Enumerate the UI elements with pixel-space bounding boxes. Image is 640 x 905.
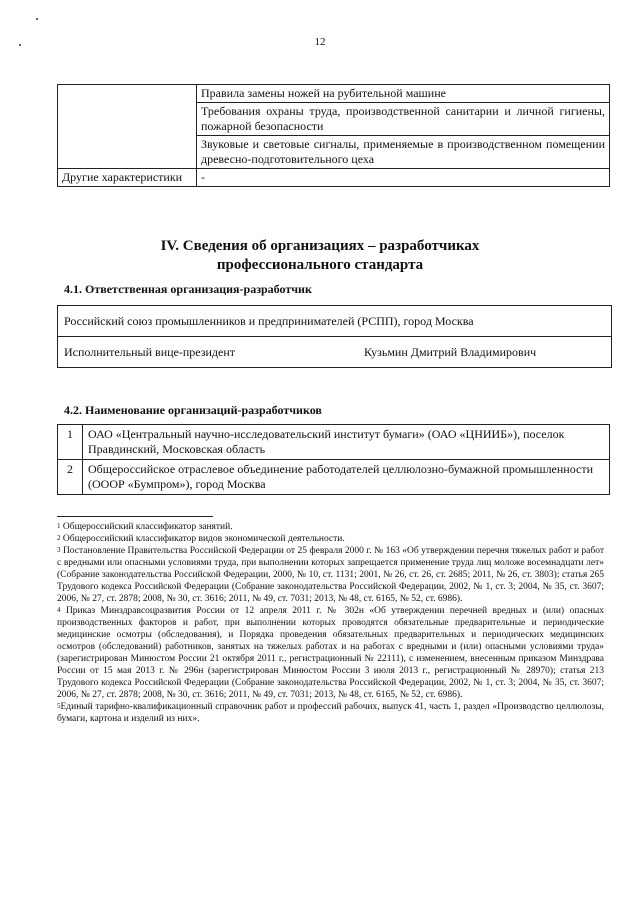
developers-table <box>57 424 610 495</box>
characteristics-table <box>57 84 610 187</box>
footnote-mark: 5 <box>57 702 61 710</box>
org-name: Общероссийское отраслевое объединение работодателей целлюлозно-бумажной промышленности (ОООР «Бумпром»), город Москва <box>83 460 610 495</box>
footnote-text: Общероссийский классификатор занятий. <box>60 522 233 532</box>
table-cell-empty <box>58 85 197 169</box>
footnote-mark: 4 <box>57 606 61 614</box>
responsible-heading: 4.1. Ответственная организация-разработчик <box>64 282 312 296</box>
footnotes <box>57 521 604 725</box>
signatory-name: Кузьмин Дмитрий Владимирович <box>364 345 537 359</box>
table-row <box>58 85 610 103</box>
table-cell: Звуковые и световые сигналы, применяемые в производственном помещении древесно-подготовительного цеха <box>197 136 610 169</box>
footnote-mark: 2 <box>57 534 61 542</box>
footnote-separator <box>57 516 213 517</box>
developers-heading: 4.2. Наименование организаций-разработчиков <box>64 403 322 417</box>
table-row <box>58 169 610 187</box>
org-name: ОАО «Центральный научно-исследовательский институт бумаги» (ОАО «ЦНИИБ»), поселок Правдинский, Московская область <box>83 425 610 460</box>
table-cell: Правила замены ножей на рубительной машине <box>197 85 610 103</box>
table-cell: - <box>197 169 610 187</box>
footnote-text: Единый тарифно-квалификационный справочник работ и профессий рабочих, выпуск 41, часть 1, раздел «Производство целлюлозы, бумаги, картона и изделий из них». <box>57 702 604 724</box>
footnote <box>57 545 604 605</box>
section-title-line: профессионального стандарта <box>216 257 424 273</box>
table-row <box>58 425 610 460</box>
footnote <box>57 521 604 533</box>
table-cell: Требования охраны труда, производственной санитарии и личной гигиены, пожарной безопасности <box>197 103 610 136</box>
table-cell-label: Другие характеристики <box>58 169 197 187</box>
scan-speck <box>36 18 38 20</box>
responsible-signatory-row <box>58 336 611 367</box>
page-number: 12 <box>314 36 326 48</box>
responsible-org-box <box>57 305 612 368</box>
footnote <box>57 533 604 545</box>
footnote-text: Общероссийский классификатор видов экономической деятельности. <box>60 534 345 544</box>
row-number: 1 <box>58 425 83 460</box>
footnote-mark: 3 <box>57 546 61 554</box>
signatory-position: Исполнительный вице-президент <box>64 345 236 359</box>
footnote <box>57 605 604 701</box>
table-row <box>58 460 610 495</box>
footnote-text: Постановление Правительства Российской Федерации от 25 февраля 2000 г. № 163 «Об утверждении перечня тяжелых работ и работ с вредными или опасными условиями труда, при выполнении которых запрещается применение труда лиц моложе восемнадцати лет» (Собрание законодательства Российской Федерации, 2000, № 10, ст. 1131; 2001, № 26, ст. 26, ст. 2685; 2011, № 26, ст. 3803); статья 265 Трудового кодекса Российской Федерации (Собрание законодательства Российской Федерации, 2002, № 1, ст. 3; 2004, № 35, ст. 3607; 2006, № 27, ст. 2878; 2008, № 30, ст. 3616; 2011, № 49, ст. 7031; 2013, № 48, ст. 6165, № 52, ст. 6986). <box>57 546 604 604</box>
section-title <box>0 237 640 275</box>
section-title-line: IV. Сведения об организациях – разработчиках <box>160 238 480 254</box>
row-number: 2 <box>58 460 83 495</box>
responsible-org-name: Российский союз промышленников и предпринимателей (РСПП), город Москва <box>64 314 474 328</box>
footnote-text: Приказ Минздравсоцразвития России от 12 апреля 2011 г. № 302н «Об утверждении перечней вредных и (или) опасных производственных факторов и работ, при выполнении которых проводятся обязательные предварительные и периодические медицинские осмотры (обследования), и Порядка проведения обязательных предварительных и периодических медицинских осмотров (обследований) работников, занятых на тяжелых работах и на работах с вредными и (или) опасными условиями труда» (зарегистрирован Минюстом России 21 октября 2011 г., регистрационный № 22111), с изменением, внесенным приказом Минздрава России от 15 мая 2013 г. № 296н (зарегистрирован Минюстом России 3 июля 2013 г., регистрационный № 28970); статья 213 Трудового кодекса Российской Федерации (Собрание законодательства Российской Федерации, 2002, № 1, ст. 3; 2004, № 35, ст. 3607; 2006, № 27, ст. 2878; 2008, № 30, ст. 3616; 2011, № 49, ст. 7031; 2013, № 48, ст. 6165, № 52, ст. 6986). <box>57 606 604 700</box>
footnote-mark: 1 <box>57 522 61 530</box>
footnote <box>57 701 604 725</box>
